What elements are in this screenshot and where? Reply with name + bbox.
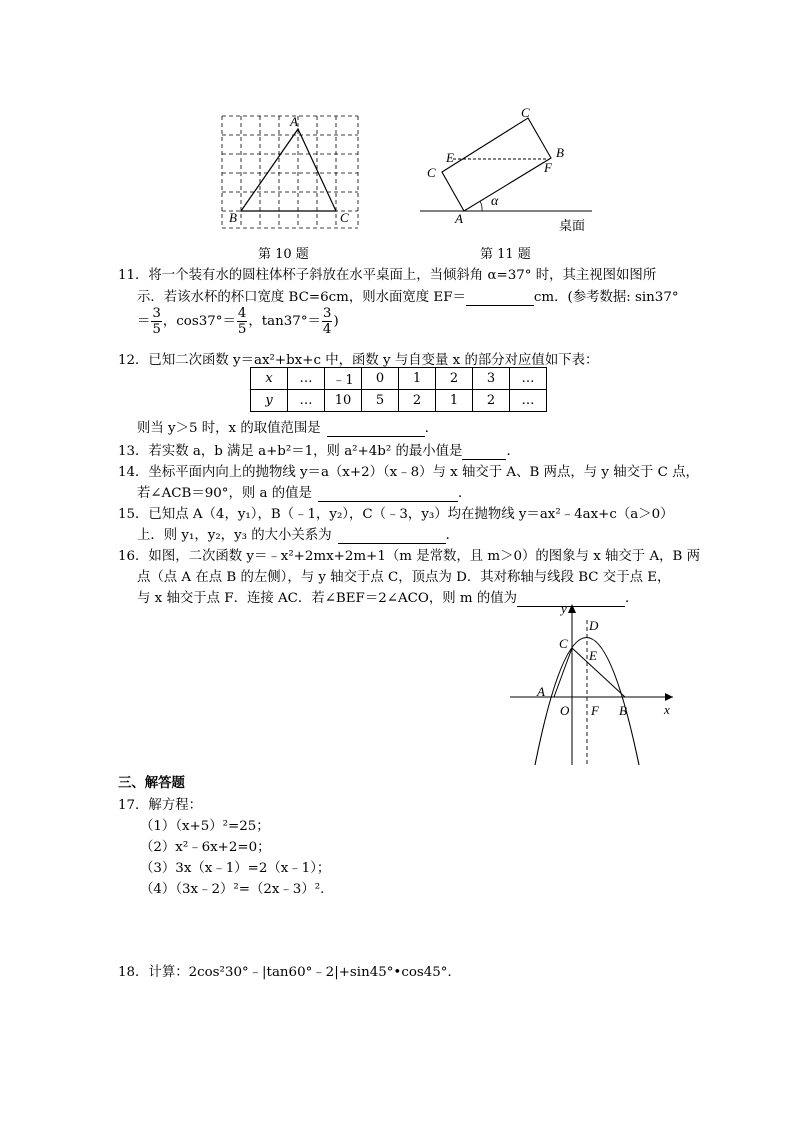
table-cell: 1 (399, 368, 436, 390)
q11-line2 (137, 286, 679, 306)
q17-item-2: （2）x²﹣6x+2=0； (140, 840, 271, 855)
y-axis-arrow (568, 604, 576, 613)
fig11-label-c-top: C (521, 105, 530, 120)
q17-item-3: （3）3x（x﹣1）=2（x﹣1）； (140, 861, 331, 876)
q11-close: ) (333, 314, 339, 329)
q15-line1: 15．已知点 A（4，y₁），B（﹣1，y₂），C（﹣3，y₃）均在抛物线 y＝ax²﹣4ax+c（a＞0） (118, 507, 674, 522)
table-cell: 2 (473, 390, 510, 412)
x-axis-arrow (665, 693, 673, 701)
q11-line2-pre: 示．若该水杯的杯口宽度 BC=6cm，则水面宽度 EF＝ (137, 290, 466, 305)
fig16-label-b: B (619, 703, 627, 718)
q11-frac-sin: $\frac{3}{5}$ (152, 306, 161, 337)
fig10-label-a: A (290, 114, 298, 129)
fig11-desk-label: 桌面 (559, 219, 586, 234)
table-cell: … (510, 368, 547, 390)
table-cell: 2 (399, 390, 436, 412)
fig11-label-c-left: C (427, 165, 436, 180)
q16-line3: 与 x 轴交于点 F．连接 AC．若∠BEF＝2∠ACO，则 m 的值为 ． (137, 591, 639, 606)
q11-frac-tan: $\frac{3}{4}$ (322, 306, 332, 337)
q11-frac-cos: $\frac{4}{5}$ (237, 306, 247, 337)
fig16-label-o: O (560, 703, 570, 718)
q16-line1: 16．如图，二次函数 y＝﹣x²+2mx+2m+1（m 是常数，且 m＞0）的图象与 x 轴交于 A，B 两 (118, 549, 701, 564)
fig10-label-b: B (229, 210, 237, 225)
table-row (251, 390, 547, 412)
fig11-label-e: E (446, 150, 454, 165)
segment-ac (554, 648, 572, 697)
q12-line1: 12．已知二次函数 y＝ax²+bx+c 中，函数 y 与自变量 x 的部分对应值如下表： (118, 353, 599, 368)
q14-line1: 14．坐标平面内向上的抛物线 y＝a（x+2）（x﹣8）与 x 轴交于 A、B 两点，与 y 轴交于 C 点， (118, 465, 699, 480)
fig10-label-c: C (340, 210, 349, 225)
table-cell: … (288, 390, 325, 412)
q11-answer-blank[interactable] (466, 290, 534, 306)
q16-line3-text: 与 x 轴交于点 F．连接 AC．若∠BEF＝2∠ACO，则 m 的值为 (137, 591, 518, 606)
table-cell: … (510, 390, 547, 412)
fig11-label-b: B (556, 145, 564, 160)
segment-cb (572, 648, 625, 697)
fig11-label-alpha: α (491, 194, 499, 209)
q15-answer-blank[interactable] (338, 528, 446, 544)
q11-tan-label: ，tan37°＝ (248, 314, 321, 329)
fig16-label-f: F (591, 703, 599, 718)
fig16-label-x: x (664, 702, 670, 717)
q15-line2-text: 上．则 y₁，y₂，y₃ 的大小关系为 (137, 528, 332, 543)
fig16-label-a: A (537, 684, 545, 699)
figure-11 (420, 104, 600, 229)
q11-line1: 11．将一个装有水的圆柱体杯子斜放在水平桌面上，当倾斜角 α=37° 时，其主视图如图所 (118, 268, 657, 283)
section-title: 三、解答题 (118, 775, 185, 791)
table-cell: 0 (362, 368, 399, 390)
q12-line2: 则当 y＞5 时，x 的取值范围是 ． (137, 421, 439, 436)
fig16-label-d: D (589, 618, 599, 633)
q17-item-1: （1）（x+5）²=25； (140, 819, 270, 834)
q13: 13．若实数 a，b 满足 a+b²＝1，则 a²+4b² 的最小值是 ． (118, 444, 520, 459)
q14-line2: 若∠ACB＝90°，则 a 的值是 ． (137, 486, 472, 501)
q13-text: 13．若实数 a，b 满足 a+b²＝1，则 a²+4b² 的最小值是 (118, 444, 463, 459)
fig16-label-c: C (559, 636, 568, 651)
q12-line2-text: 则当 y＞5 时，x 的取值范围是 (137, 421, 321, 436)
table-cell: 1 (436, 390, 473, 412)
fig16-label-e: E (589, 648, 597, 663)
table-row (251, 368, 547, 390)
table-cell: … (288, 368, 325, 390)
fig16-label-y: y (561, 601, 567, 616)
q11-line3 (137, 306, 339, 337)
q18: 18．计算：2cos²30°﹣|tan60°﹣2|+sin45°•cos45°． (118, 965, 461, 980)
fig10-caption: 第 10 题 (258, 247, 309, 262)
fig11-label-f: F (544, 160, 552, 175)
q11-eq: ＝ (137, 314, 151, 329)
q17-item-4: （4）（3x﹣2）²=（2x﹣3）². (140, 882, 325, 897)
table-cell: 2 (436, 368, 473, 390)
table-cell: ﹣1 (325, 368, 362, 390)
triangle-abc (241, 129, 336, 211)
q14-line2-text: 若∠ACB＝90°，则 a 的值是 (137, 486, 312, 501)
fig11-caption: 第 11 题 (480, 247, 531, 262)
table-cell: 3 (473, 368, 510, 390)
q14-answer-blank[interactable] (318, 486, 458, 502)
fig11-label-a: A (455, 211, 463, 226)
table-cell: 5 (362, 390, 399, 412)
q17-title: 17．解方程： (118, 798, 202, 813)
q12-answer-blank[interactable] (327, 421, 425, 437)
table-cell: y (251, 390, 288, 412)
table-cell: 10 (325, 390, 362, 412)
q13-answer-blank[interactable] (462, 444, 506, 460)
q15-line2: 上．则 y₁，y₂，y₃ 的大小关系为 ． (137, 528, 459, 543)
q12-value-table (250, 367, 547, 412)
q11-line2-post: cm．(参考数据: sin37° (533, 290, 679, 305)
q16-line2: 点（点 A 在点 B 的左侧），与 y 轴交于点 C，顶点为 D．其对称轴与线段 BC 交于点 E， (137, 570, 671, 585)
q11-cos-label: ，cos37°＝ (162, 314, 236, 329)
table-cell: x (251, 368, 288, 390)
